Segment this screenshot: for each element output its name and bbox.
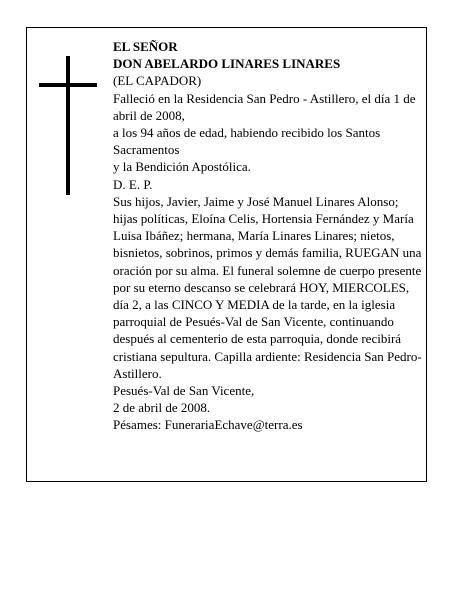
cross-icon-bar bbox=[39, 83, 97, 87]
date: 2 de abril de 2008. bbox=[113, 400, 211, 416]
ruegan-text-2: , a las bbox=[138, 297, 172, 313]
deceased-name: DON ABELARDO LINARES LINARES bbox=[113, 56, 341, 72]
ruegan-word: RUEGAN bbox=[345, 245, 400, 261]
death-statement: Falleció en la Residencia San Pedro - Astillero, el día 1 de abril de 2008, bbox=[113, 90, 416, 123]
condolences: Pésames: FunerariaEchave@terra.es bbox=[113, 417, 303, 433]
funeral-time: CINCO Y MEDIA bbox=[171, 297, 270, 313]
obituary-text bbox=[113, 38, 423, 434]
age-statement: a los 94 años de edad, habiendo recibido los Santos Sacramentos bbox=[113, 125, 381, 158]
family-paragraph bbox=[113, 193, 423, 382]
funeral-day: HOY, MIERCOLES, día 2 bbox=[113, 279, 410, 313]
place: Pesués-Val de San Vicente, bbox=[113, 383, 255, 399]
cross-icon bbox=[66, 56, 70, 195]
rip: D. E. P. bbox=[113, 176, 153, 192]
family-text: Sus hijos, Javier, Jaime y José Manuel Linares Alonso; hijas políticas, Eloína Celis, Hortensia Fernández y María Luisa Ibáñez; hermana, María Linares Linares; nietos, bisnietos, sobrinos, primos y demás familia, bbox=[113, 193, 414, 261]
ruegan-text-1: una oración por su alma. El funeral solemne de cuerpo presente por su eterno descanso se celebrará bbox=[113, 245, 422, 295]
blessing-statement: y la Bendición Apostólica. bbox=[113, 159, 251, 175]
heading-title: EL SEÑOR bbox=[113, 39, 178, 54]
nickname: (EL CAPADOR) bbox=[113, 73, 202, 89]
ruegan-text-3: de la tarde, en la iglesia parroquial de Pesués-Val de San Vicente, continuando después al cementerio de esta parroquia, donde recibirá cristiana sepultura. Capilla ardiente: Residencia San Pedro-Astillero. bbox=[113, 297, 422, 381]
